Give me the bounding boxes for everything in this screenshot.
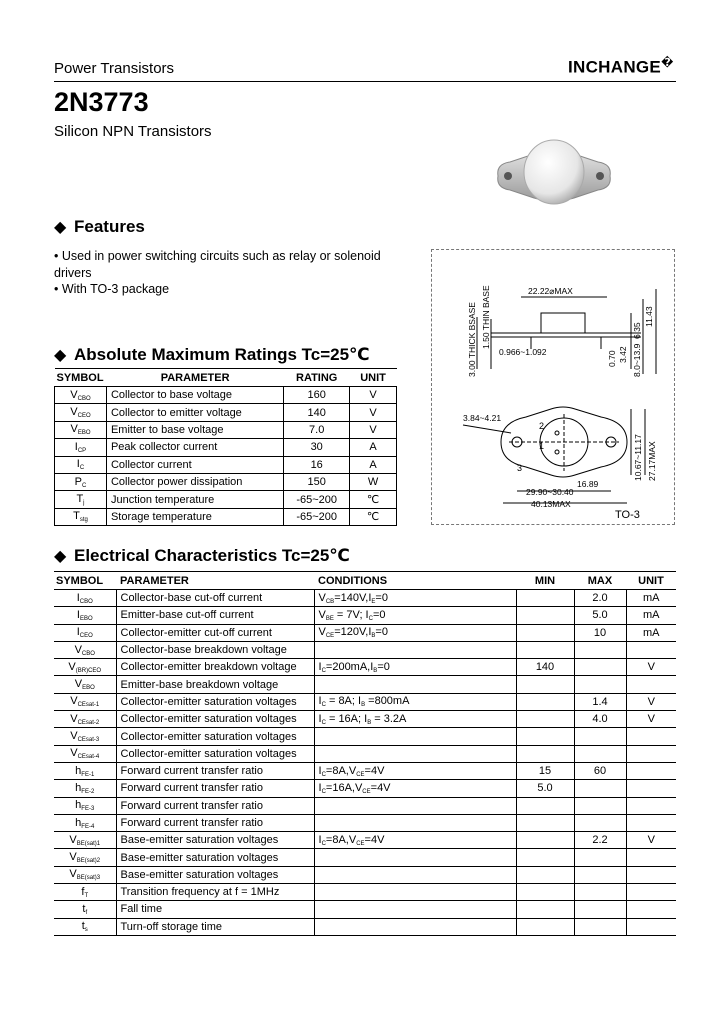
- col-header: CONDITIONS: [314, 572, 516, 590]
- rating-cell: 30: [284, 439, 350, 456]
- symbol-cell: $f_T$: [54, 884, 116, 901]
- pin-2-label: 2: [539, 421, 545, 431]
- table-row: [54, 590, 676, 607]
- features-heading: ◆ Features: [54, 217, 145, 236]
- rating-cell: -65~200: [284, 491, 350, 508]
- parameter-cell: Collector-emitter saturation voltages: [116, 728, 314, 745]
- max-cell: [574, 884, 626, 901]
- symbol-cell: $t_f$: [54, 901, 116, 918]
- parameter-cell: Collector-emitter cut-off current: [116, 624, 314, 641]
- min-cell: [516, 797, 574, 814]
- conditions-cell: [314, 797, 516, 814]
- col-header: MIN: [516, 572, 574, 590]
- max-cell: [574, 797, 626, 814]
- symbol-cell: $V_{CEO}$: [55, 404, 107, 421]
- unit-cell: V: [626, 693, 676, 710]
- table-row: [54, 780, 676, 797]
- table-row: [54, 641, 676, 658]
- unit-cell: mA: [626, 607, 676, 624]
- dim-c: 8.0~13.9: [632, 343, 642, 377]
- conditions-cell: [314, 849, 516, 866]
- min-cell: [516, 711, 574, 728]
- max-cell: 1.4: [574, 693, 626, 710]
- pin-1-label: 1: [539, 441, 545, 451]
- unit-cell: ℃: [350, 491, 397, 508]
- symbol-cell: $h_{FE-4}$: [54, 814, 116, 831]
- diamond-bullet-icon: ◆: [54, 347, 67, 364]
- parameter-cell: Collector power dissipation: [106, 473, 283, 490]
- rating-cell: -65~200: [284, 508, 350, 525]
- col-header: SYMBOL: [54, 572, 116, 590]
- table-row: [54, 849, 676, 866]
- dim-g: 27.17MAX: [647, 441, 657, 481]
- unit-cell: V: [626, 659, 676, 676]
- unit-cell: [626, 745, 676, 762]
- unit-cell: ℃: [350, 508, 397, 525]
- symbol-cell: $I_{EBO}$: [54, 607, 116, 624]
- min-cell: [516, 624, 574, 641]
- max-cell: 5.0: [574, 607, 626, 624]
- symbol-cell: $V_{EBO}$: [54, 676, 116, 693]
- symbol-cell: $I_{CBO}$: [54, 590, 116, 607]
- table-row: [55, 404, 397, 421]
- max-cell: 10: [574, 624, 626, 641]
- brand-mark: �: [661, 57, 674, 69]
- symbol-cell: $T_{stg}$: [55, 508, 107, 525]
- unit-cell: [626, 884, 676, 901]
- dim-f: 10.67~11.17: [633, 434, 643, 481]
- min-cell: 15: [516, 762, 574, 779]
- symbol-cell: $V_{CBO}$: [55, 387, 107, 404]
- conditions-cell: $I_C=8A,V_{CE}=4V$: [314, 832, 516, 849]
- parameter-cell: Forward current transfer ratio: [116, 797, 314, 814]
- parameter-cell: Forward current transfer ratio: [116, 814, 314, 831]
- parameter-cell: Collector-emitter breakdown voltage: [116, 659, 314, 676]
- max-cell: [574, 814, 626, 831]
- min-cell: [516, 901, 574, 918]
- conditions-cell: $V_{CE}=120V,I_B=0$: [314, 624, 516, 641]
- min-cell: [516, 745, 574, 762]
- part-description: Silicon NPN Transistors: [54, 123, 212, 140]
- max-cell: [574, 676, 626, 693]
- table-row: [54, 624, 676, 641]
- conditions-cell: [314, 745, 516, 762]
- max-cell: [574, 849, 626, 866]
- parameter-cell: Collector to base voltage: [106, 387, 283, 404]
- table-row: [54, 762, 676, 779]
- parameter-cell: Peak collector current: [106, 439, 283, 456]
- dim-a: 6.35: [632, 322, 642, 339]
- parameter-cell: Forward current transfer ratio: [116, 762, 314, 779]
- parameter-cell: Collector current: [106, 456, 283, 473]
- symbol-cell: $h_{FE-2}$: [54, 780, 116, 797]
- unit-cell: W: [350, 473, 397, 490]
- elec-char-heading: ◆ Electrical Characteristics Tc=25℃: [54, 546, 350, 565]
- max-cell: [574, 728, 626, 745]
- max-cell: 4.0: [574, 711, 626, 728]
- min-cell: [516, 676, 574, 693]
- symbol-cell: $P_C$: [55, 473, 107, 490]
- table-row: [55, 421, 397, 438]
- conditions-cell: [314, 676, 516, 693]
- min-cell: [516, 866, 574, 883]
- unit-cell: V: [350, 421, 397, 438]
- conditions-cell: $I_C = 16A$; $I_B = 3.2A$: [314, 711, 516, 728]
- table-row: [54, 745, 676, 762]
- dim-b: 11.43: [644, 306, 654, 327]
- dim-max-diameter: 22.22⌀MAX: [528, 286, 573, 296]
- unit-cell: A: [350, 456, 397, 473]
- to3-package-drawing: [431, 249, 675, 525]
- col-header: MAX: [574, 572, 626, 590]
- table-row: [54, 866, 676, 883]
- features-list: [54, 248, 399, 298]
- min-cell: [516, 693, 574, 710]
- symbol-cell: $t_s$: [54, 918, 116, 935]
- table-row: [55, 508, 397, 525]
- parameter-cell: Storage temperature: [106, 508, 283, 525]
- max-cell: 2.0: [574, 590, 626, 607]
- table-row: [55, 439, 397, 456]
- parameter-cell: Emitter-base breakdown voltage: [116, 676, 314, 693]
- min-cell: [516, 641, 574, 658]
- unit-cell: mA: [626, 590, 676, 607]
- unit-cell: [626, 849, 676, 866]
- dim-i: 29.90~30.40: [526, 487, 574, 497]
- col-header: UNIT: [350, 369, 397, 387]
- conditions-cell: $V_{CB}=140V,I_E=0$: [314, 590, 516, 607]
- feature-item: • Used in power switching circuits such as relay or solenoid drivers: [54, 249, 381, 280]
- conditions-cell: $I_C=8A,V_{CE}=4V$: [314, 762, 516, 779]
- table-row: [54, 711, 676, 728]
- unit-cell: [626, 814, 676, 831]
- rating-cell: 160: [284, 387, 350, 404]
- symbol-cell: $I_{CEO}$: [54, 624, 116, 641]
- min-cell: [516, 607, 574, 624]
- col-header: PARAMETER: [106, 369, 283, 387]
- max-cell: [574, 918, 626, 935]
- dim-d: 0.70: [607, 350, 617, 367]
- min-cell: [516, 590, 574, 607]
- conditions-cell: [314, 901, 516, 918]
- parameter-cell: Base-emitter saturation voltages: [116, 849, 314, 866]
- max-cell: 2.2: [574, 832, 626, 849]
- table-row: [55, 473, 397, 490]
- parameter-cell: Transition frequency at f = 1MHz: [116, 884, 314, 901]
- min-cell: [516, 884, 574, 901]
- table-row: [54, 918, 676, 935]
- parameter-cell: Forward current transfer ratio: [116, 780, 314, 797]
- dim-thick-base: 3.00 THICK BSASE: [467, 302, 477, 377]
- unit-cell: A: [350, 439, 397, 456]
- symbol-cell: $T_j$: [55, 491, 107, 508]
- table-row: [55, 456, 397, 473]
- parameter-cell: Collector-emitter saturation voltages: [116, 693, 314, 710]
- conditions-cell: $I_C = 8A$; $I_B =800mA$: [314, 693, 516, 710]
- parameter-cell: Collector-base cut-off current: [116, 590, 314, 607]
- conditions-cell: [314, 884, 516, 901]
- table-row: [54, 901, 676, 918]
- symbol-cell: $I_C$: [55, 456, 107, 473]
- table-row: [54, 832, 676, 849]
- parameter-cell: Emitter to base voltage: [106, 421, 283, 438]
- parameter-cell: Junction temperature: [106, 491, 283, 508]
- symbol-cell: $V_{BE(sat)3}$: [54, 866, 116, 883]
- part-number: 2N3773: [54, 87, 149, 117]
- min-cell: 140: [516, 659, 574, 676]
- dim-thin-base: 1.50 THIN BASE: [481, 285, 491, 349]
- conditions-cell: [314, 866, 516, 883]
- conditions-cell: [314, 641, 516, 658]
- package-name: TO-3: [615, 509, 640, 521]
- symbol-cell: $V_{CEsat-1}$: [54, 693, 116, 710]
- dim-j: 40.13MAX: [531, 499, 571, 509]
- symbol-cell: $V_{EBO}$: [55, 421, 107, 438]
- unit-cell: [626, 676, 676, 693]
- symbol-cell: $V_{CEsat-4}$: [54, 745, 116, 762]
- parameter-cell: Turn-off storage time: [116, 918, 314, 935]
- col-header: UNIT: [626, 572, 676, 590]
- min-cell: [516, 918, 574, 935]
- dim-e: 3.42: [618, 346, 628, 363]
- category-label: Power Transistors: [54, 60, 175, 77]
- min-cell: [516, 728, 574, 745]
- table-row: [54, 884, 676, 901]
- table-row: [54, 676, 676, 693]
- max-cell: [574, 901, 626, 918]
- pin-3-label: 3: [517, 463, 523, 473]
- max-cell: [574, 866, 626, 883]
- table-row: [54, 797, 676, 814]
- min-cell: [516, 832, 574, 849]
- brand-name: INCHANGE: [568, 57, 662, 77]
- transistor-photo: [492, 128, 616, 214]
- rating-cell: 16: [284, 456, 350, 473]
- conditions-cell: [314, 918, 516, 935]
- col-header: SYMBOL: [55, 369, 107, 387]
- unit-cell: [626, 728, 676, 745]
- symbol-cell: $I_{CP}$: [55, 439, 107, 456]
- symbol-cell: $V_{CEsat-2}$: [54, 711, 116, 728]
- symbol-cell: $h_{FE-1}$: [54, 762, 116, 779]
- rating-cell: 140: [284, 404, 350, 421]
- unit-cell: [626, 866, 676, 883]
- table-row: [55, 491, 397, 508]
- header-rule: [54, 81, 676, 82]
- unit-cell: [626, 901, 676, 918]
- table-row: [54, 607, 676, 624]
- parameter-cell: Base-emitter saturation voltages: [116, 832, 314, 849]
- max-cell: [574, 780, 626, 797]
- unit-cell: [626, 641, 676, 658]
- max-cell: [574, 659, 626, 676]
- elec-char-table: [54, 571, 676, 936]
- unit-cell: mA: [626, 624, 676, 641]
- symbol-cell: $V_{BE(sat)2}$: [54, 849, 116, 866]
- min-cell: [516, 849, 574, 866]
- table-row: [54, 728, 676, 745]
- parameter-cell: Collector-emitter saturation voltages: [116, 745, 314, 762]
- table-row: [54, 693, 676, 710]
- diamond-bullet-icon: ◆: [54, 219, 67, 236]
- parameter-cell: Emitter-base cut-off current: [116, 607, 314, 624]
- symbol-cell: $V_{BE(sat)1}$: [54, 832, 116, 849]
- parameter-cell: Fall time: [116, 901, 314, 918]
- conditions-cell: [314, 814, 516, 831]
- unit-cell: V: [350, 404, 397, 421]
- parameter-cell: Collector-emitter saturation voltages: [116, 711, 314, 728]
- conditions-cell: $I_C=16A,V_{CE}=4V$: [314, 780, 516, 797]
- max-cell: [574, 641, 626, 658]
- parameter-cell: Collector to emitter voltage: [106, 404, 283, 421]
- dim-h: 16.89: [577, 479, 599, 489]
- dim-pin-diameter: 0.966~1.092: [499, 347, 547, 357]
- unit-cell: V: [350, 387, 397, 404]
- table-row: [54, 659, 676, 676]
- col-header: PARAMETER: [116, 572, 314, 590]
- table-row: [55, 387, 397, 404]
- col-header: RATING: [284, 369, 350, 387]
- parameter-cell: Collector-base breakdown voltage: [116, 641, 314, 658]
- conditions-cell: $V_{BE} = 7V$; $I_C=0$: [314, 607, 516, 624]
- min-cell: [516, 814, 574, 831]
- table-row: [54, 814, 676, 831]
- symbol-cell: $h_{FE-3}$: [54, 797, 116, 814]
- diamond-bullet-icon: ◆: [54, 548, 67, 565]
- unit-cell: [626, 762, 676, 779]
- dim-hole: 3.84~4.21: [463, 413, 502, 423]
- unit-cell: [626, 780, 676, 797]
- brand-logo: [568, 56, 674, 78]
- conditions-cell: [314, 728, 516, 745]
- unit-cell: [626, 918, 676, 935]
- max-cell: 60: [574, 762, 626, 779]
- unit-cell: V: [626, 832, 676, 849]
- abs-max-heading: ◆ Absolute Maximum Ratings Tc=25℃: [54, 345, 370, 364]
- conditions-cell: $I_C=200mA,I_B=0$: [314, 659, 516, 676]
- symbol-cell: $V_{CBO}$: [54, 641, 116, 658]
- unit-cell: [626, 797, 676, 814]
- unit-cell: V: [626, 711, 676, 728]
- feature-item: • With TO-3 package: [54, 282, 170, 296]
- symbol-cell: $V_{CEsat-3}$: [54, 728, 116, 745]
- max-cell: [574, 745, 626, 762]
- rating-cell: 7.0: [284, 421, 350, 438]
- parameter-cell: Base-emitter saturation voltages: [116, 866, 314, 883]
- abs-max-table: [54, 368, 397, 526]
- min-cell: 5.0: [516, 780, 574, 797]
- rating-cell: 150: [284, 473, 350, 490]
- symbol-cell: $V_{(BR)CEO}$: [54, 659, 116, 676]
